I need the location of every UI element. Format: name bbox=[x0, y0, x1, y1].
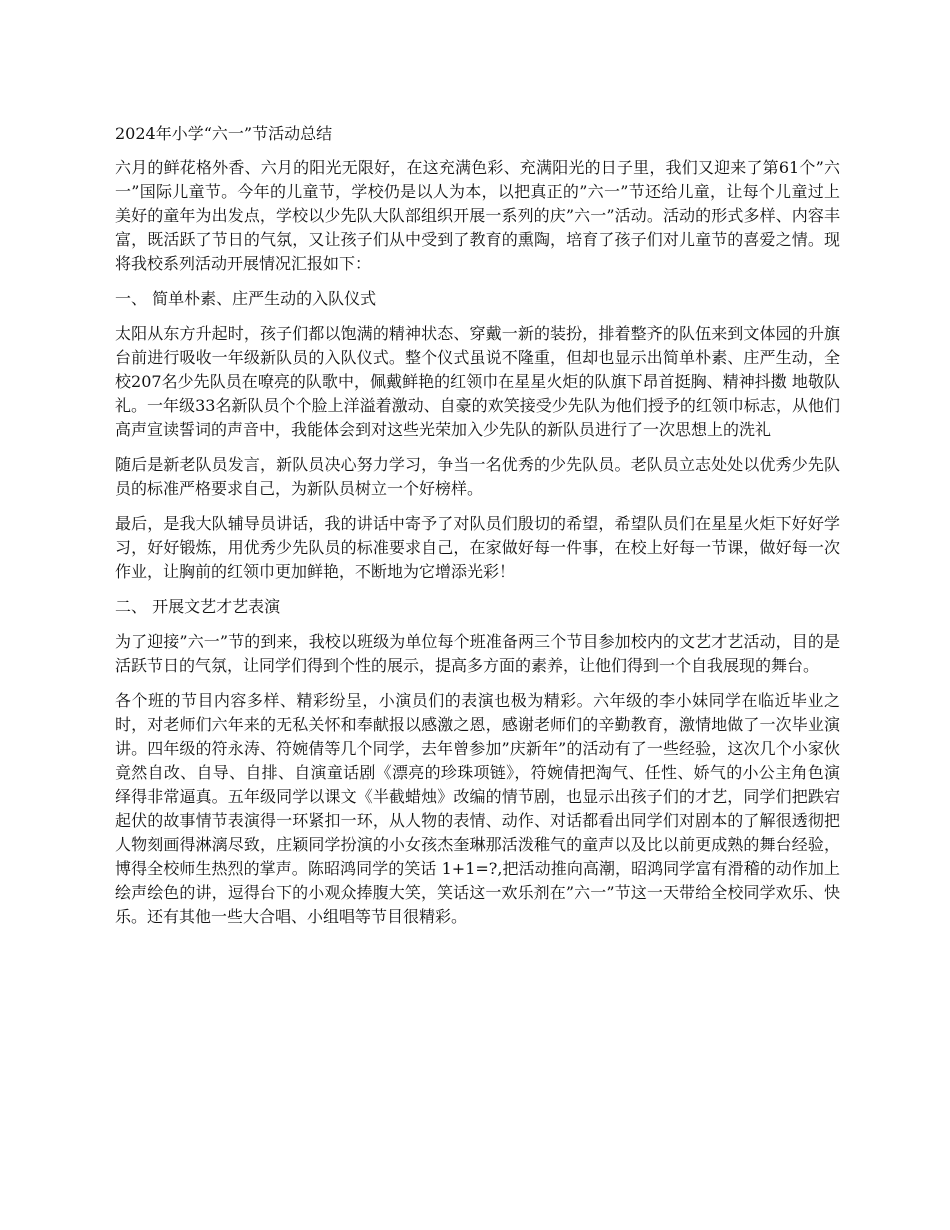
section1-paragraph-3: 最后，是我大队辅导员讲话，我的讲话中寄予了对队员们殷切的希望，希望队员们在星星火炬下好好学习，好好锻炼，用优秀少先队员的标准要求自己，在家做好每一件事，在校上好每一节课，做好每一次作业，让胸前的红领巾更加鲜艳，不断地为它增添光彩！ bbox=[115, 514, 840, 581]
intro-paragraph: 六月的鲜花格外香、六月的阳光无限好，在这充满色彩、充满阳光的日子里，我们又迎来了第61个”六一”国际儿童节。今年的儿童节，学校仍是以人为本，以把真正的”六一”节还给儿童，让每个儿童过上美好的童年为出发点，学校以少先队大队部组织开展一系列的庆”六一”活动。活动的形式多样、内容丰富，既活跃了节日的气氛，又让孩子们从中受到了教育的熏陶，培育了孩子们对儿童节的喜爱之情。现将我校系列活动开展情况汇报如下： bbox=[115, 158, 840, 273]
section2-paragraph-2: 各个班的节目内容多样、精彩纷呈，小演员们的表演也极为精彩。六年级的李小妹同学在临近毕业之时，对老师们六年来的无私关怀和奉献报以感激之恩，感谢老师们的辛勤教育，激情地做了一次毕业演讲。四年级的符永涛、符婉倩等几个同学，去年曾参加”庆新年”的活动有了一些经验，这次几个小家伙竟然自改、自导、自排、自演童话剧《漂亮的珍珠项链》，符婉倩把淘气、任性、娇气的小公主角色演绎得非常逼真。五年级同学以课文《半截蜡烛》改编的情节剧，也显示出孩子们的才艺，同学们把跌宕起伏的故事情节表演得一环紧扣一环，从人物的表情、动作、对话都看出同学们对剧本的了解很透彻把人物刻画得淋漓尽致，庄颖同学扮演的小女孩杰奎琳那活泼稚气的童声以及比以前更成熟的舞台经验，博得全校师生热烈的掌声。陈昭鸿同学的笑话 1+1=?,把活动推向高潮，昭鸿同学富有滑稽的动作加上绘声绘色的讲，逗得台下的小观众捧腹大笑，笑话这一欢乐剂在”六一”节这一天带给全校同学欢乐、快乐。还有其他一些大合唱、小组唱等节目很精彩。 bbox=[115, 691, 840, 926]
section2-paragraph-1: 为了迎接”六一”节的到来，我校以班级为单位每个班准备两三个节目参加校内的文艺才艺活动，目的是活跃节日的气氛，让同学们得到个性的展示，提高多方面的素养，让他们得到一个自我展现的舞台。 bbox=[115, 632, 840, 675]
section1-paragraph-2: 随后是新老队员发言，新队员决心努力学习，争当一名优秀的少先队员。老队员立志处处以优秀少先队员的标准严格要求自己，为新队员树立一个好榜样。 bbox=[115, 455, 840, 498]
document-page bbox=[115, 122, 840, 940]
section-heading-2: 二、 开展文艺才艺表演 bbox=[115, 597, 281, 616]
document-title: 2024年小学“六一”节活动总结 bbox=[115, 124, 333, 143]
section1-paragraph-1: 太阳从东方升起时，孩子们都以饱满的精神状态、穿戴一新的装扮，排着整齐的队伍来到文体园的升旗台前进行吸收一年级新队员的入队仪式。整个仪式虽说不隆重，但却也显示出简单朴素、庄严生动，全校207名少先队员在嘹亮的队歌中，佩戴鲜艳的红领巾在星星火炬的队旗下昂首挺胸、精神抖擞 地敬队礼。一年级33名新队员个个脸上洋溢着激动、自豪的欢笑接受少先队为他们授予的红领巾标志，从他们高声宣读誓词的声音中，我能体会到对这些光荣加入少先队的新队员进行了一次思想上的洗礼 bbox=[115, 324, 840, 439]
section-heading-1: 一、 简单朴素、庄严生动的入队仪式 bbox=[115, 289, 377, 308]
